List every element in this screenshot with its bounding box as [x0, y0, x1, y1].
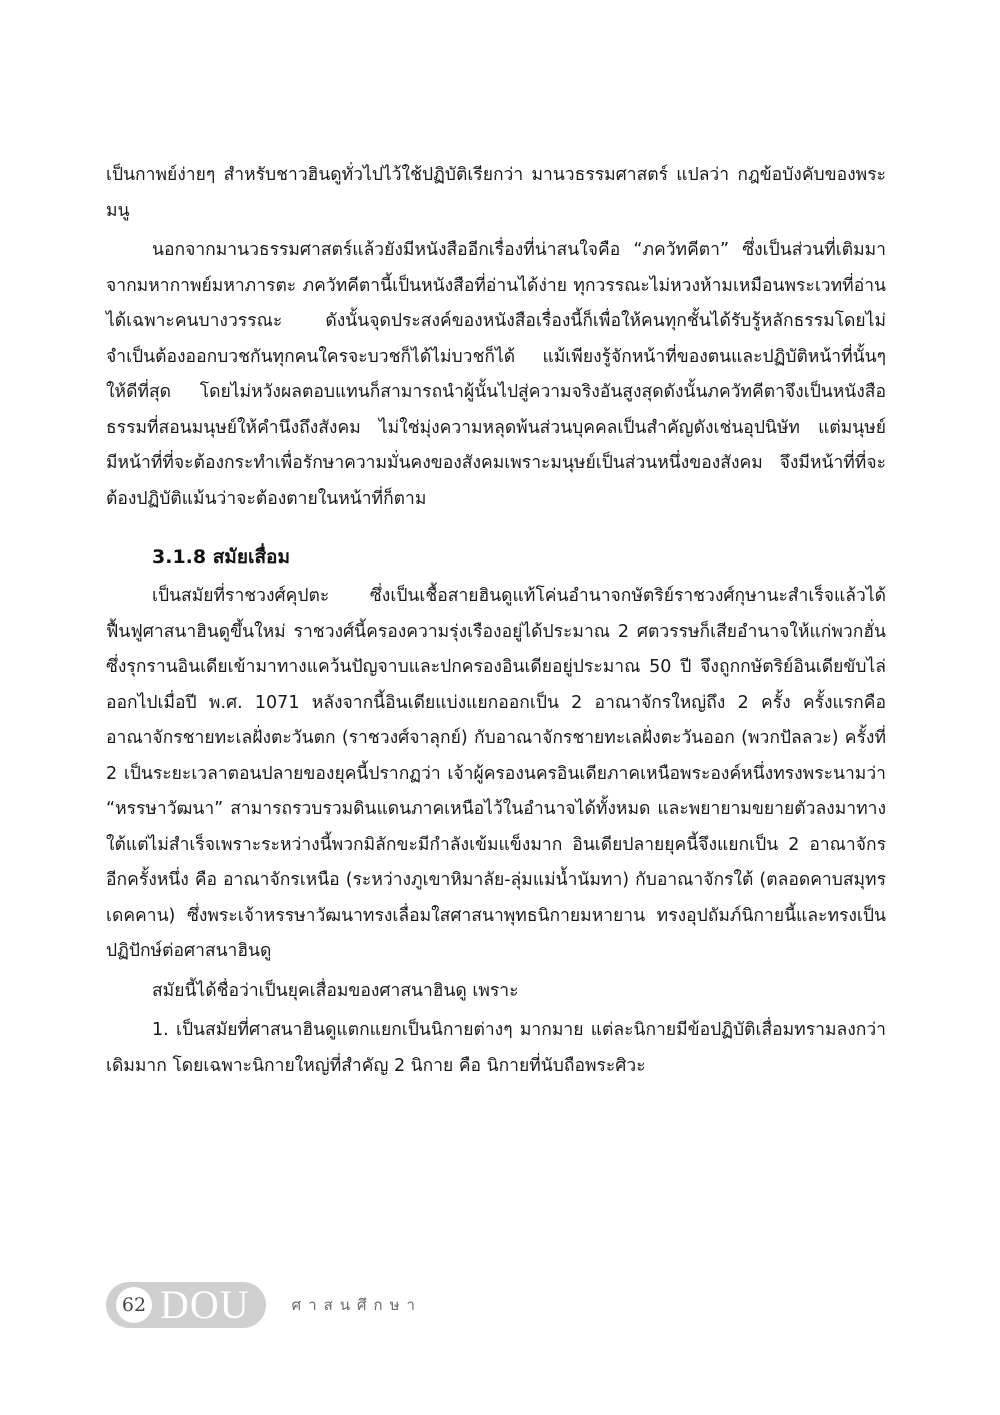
page-number: 62 [116, 1287, 152, 1323]
paragraph-bhagavad-gita: นอกจากมานวธรรมศาสตร์แล้วยังมีหนังสืออีกเรื่องที่น่าสนใจคือ “ภควัทคีตา” ซึ่งเป็นส่วนที่เติมมาจากมหากาพย์มหาภารตะ ภควัทคีตานี้เป็นหนังสือที่อ่านได้ง่าย ทุกวรรณะไม่หวงห้ามเหมือนพระเวทที่อ่านได้เฉพาะคนบางวรรณะ ดังนั้นจุดประสงค์ของหนังสือเรื่องนี้ก็เพื่อให้คนทุกชั้นได้รับรู้หลักธรรมโดยไม่จำเป็นต้องออกบวชกันทุกคนใครจะบวชก็ได้ไม่บวชก็ได้ แม้เพียงรู้จักหน้าที่ของตนและปฏิบัติหน้าที่นั้นๆ ให้ดีที่สุด โดยไม่หวังผลตอบแทนก็สามารถนำผู้นั้นไปสู่ความจริงอันสูงสุดดังนั้นภควัทคีตาจึงเป็นหนังสือธรรมที่สอนมนุษย์ให้คำนึงถึงสังคม ไม่ใช่มุ่งความหลุดพ้นส่วนบุคคลเป็นสำคัญดังเช่นอุปนิษัท แต่มนุษย์มีหน้าที่ที่จะต้องกระทำเพื่อรักษาความมั่นคงของสังคมเพราะมนุษย์เป็นส่วนหนึ่งของสังคม จึงมีหน้าที่ที่จะต้องปฏิบัติแม้นว่าจะต้องตายในหน้าที่ก็ตาม [106, 240, 886, 509]
footer-badge [106, 1282, 266, 1328]
paragraph-continuation: เป็นกาพย์ง่ายๆ สำหรับชาวฮินดูทั่วไปไว้ใช้ปฏิบัติเรียกว่า มานวธรรมศาสตร์ แปลว่า กฎข้อบังคับของพระมนู [106, 165, 886, 221]
paragraph-decline-reasons-intro: สมัยนี้ได้ชื่อว่าเป็นยุคเสื่อมของศาสนาฮินดู เพราะ [152, 980, 519, 1001]
document-body [106, 158, 886, 1084]
paragraph-gupta-era: เป็นสมัยที่ราชวงศ์คุปตะ ซึ่งเป็นเชื้อสายฮินดูแท้โค่นอำนาจกษัตริย์ราชวงศ์กุษานะสำเร็จแล้วได้ฟื้นฟูศาสนาฮินดูขึ้นใหม่ ราชวงศ์นี้ครองความรุ่งเรืองอยู่ได้ประมาณ 2 ศตวรรษก็เสียอำนาจให้แก่พวกฮั่นซึ่งรุกรานอินเดียเข้ามาทางแคว้นปัญจาบและปกครองอินเดียอยู่ประมาณ 50 ปี จึงถูกกษัตริย์อินเดียขับไล่ออกไปเมื่อปี พ.ศ. 1071 หลังจากนี้อินเดียแบ่งแยกออกเป็น 2 อาณาจักรใหญ่ถึง 2 ครั้ง ครั้งแรกคืออาณาจักรชายทะเลฝั่งตะวันตก (ราชวงศ์จาลุกย์) กับอาณาจักรชายทะเลฝั่งตะวันออก (พวกปัลลวะ) ครั้งที่ 2 เป็นระยะเวลาตอนปลายของยุคนี้ปรากฏว่า เจ้าผู้ครองนครอินเดียภาคเหนือพระองค์หนึ่งทรงพระนามว่า “หรรษาวัฒนา” สามารถรวบรวมดินแดนภาคเหนือไว้ในอำนาจได้ทั้งหมด และพยายามขยายตัวลงมาทางใต้แต่ไม่สำเร็จเพราะระหว่างนี้พวกมิลักขะมีกำลังเข้มแข็งมาก อินเดียปลายยุคนี้จึงแยกเป็น 2 อาณาจักรอีกครั้งหนึ่ง คือ อาณาจักรเหนือ (ระหว่างภูเขาหิมาลัย-ลุ่มแม่น้ำนัมทา) กับอาณาจักรใต้ (ตลอดคาบสมุทรเดคคาน) ซึ่งพระเจ้าหรรษาวัฒนาทรงเลื่อมใสศาสนาพุทธนิกายมหายาน ทรงอุปถัมภ์นิกายนี้และทรงเป็นปฏิปักษ์ต่อศาสนาฮินดู [106, 586, 886, 961]
paragraph-reason-1: 1. เป็นสมัยที่ศาสนาฮินดูแตกแยกเป็นนิกายต่างๆ มากมาย แต่ละนิกายมีข้อปฏิบัติเสื่อมทรามลงกว่าเดิมมาก โดยเฉพาะนิกายใหญ่ที่สำคัญ 2 นิกาย คือ นิกายที่นับถือพระศิวะ [106, 1020, 886, 1076]
book-title: ศาสนศึกษา [291, 1296, 422, 1314]
brand-logo: DOU [160, 1282, 250, 1327]
section-heading: 3.1.8 สมัยเสื่อม [152, 546, 290, 568]
page-footer [106, 1280, 422, 1330]
